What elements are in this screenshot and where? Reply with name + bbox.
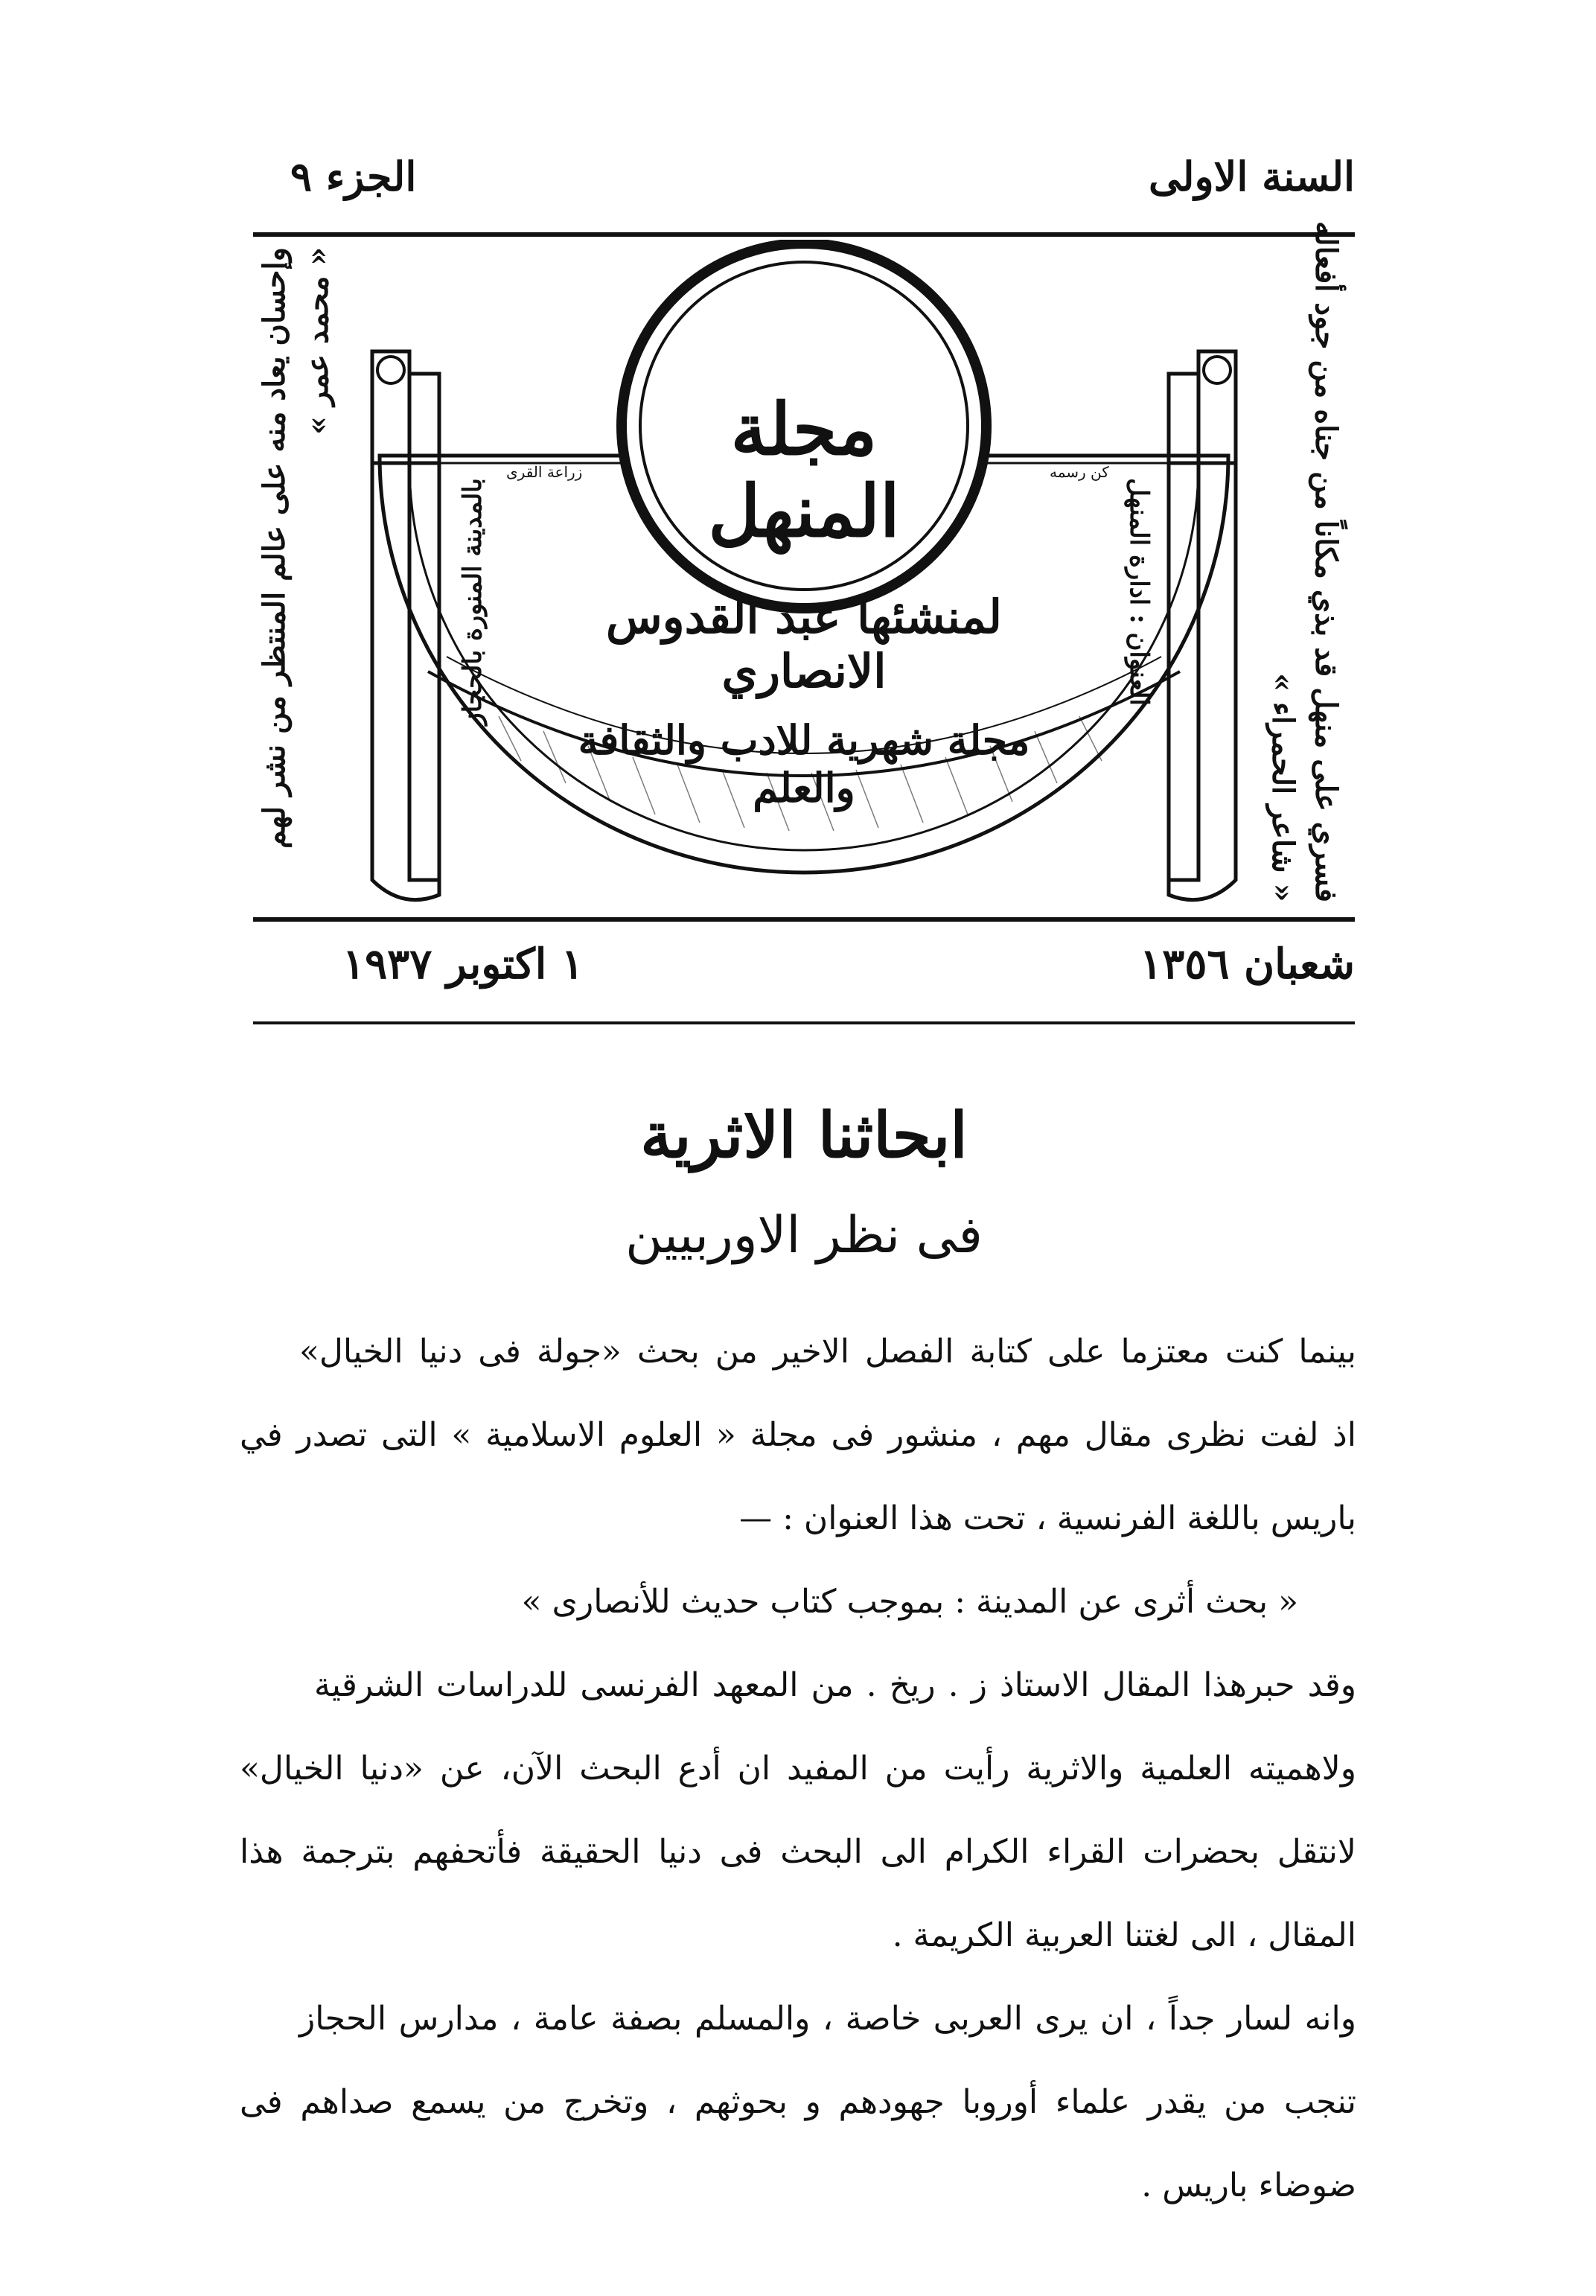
body-line-quote: « بحث أثرى عن المدينة : بموجب كتاب حديث للأنصارى »	[521, 1583, 1298, 1621]
body-line: بينما كنت معتزما على كتابة الفصل الاخير من بحث «جولة فى دنيا الخيال»	[299, 1333, 1356, 1371]
article-subtitle: فى نظر الاوربيين	[625, 1206, 983, 1265]
ribbon-label-right: كن رسمه	[1050, 463, 1109, 481]
ribbon-right-text: العنوان : ادارة المنهل	[1124, 478, 1154, 706]
masthead-rule	[253, 917, 1355, 922]
body-line: تنجب من يقدر علماء أوروبا جهودهم و بحوثهم ، وتخرج من يسمع صداهم فى	[240, 2083, 1356, 2121]
date-rule	[253, 1021, 1355, 1024]
hijri-date: شعبان ١٣٥٦	[1140, 940, 1355, 989]
year-label: السنة الاولى	[1148, 153, 1355, 200]
right-verse-line: فسري على منهل قد بذي مكاناً من جناه من جود أفعاله	[1309, 221, 1344, 902]
body-line: اذ لفت نظرى مقال مهم ، منشور فى مجلة « العلوم الاسلامية » التى تصدر في	[240, 1416, 1356, 1454]
left-verse-line: وإحسان يعاد منه على عالم المنتظر من نشر لهم	[257, 247, 292, 849]
body-line: لانتقل بحضرات القراء الكرام الى البحث فى دنيا الحقيقة فأتحفهم بترجمة هذا	[240, 1833, 1356, 1871]
part-label: الجزء ٩	[290, 153, 417, 200]
right-verse-attribution: « شاعر الحمراء »	[1265, 673, 1300, 902]
body-line: ضوضاء باريس .	[1141, 2166, 1356, 2204]
body-line: وانه لسار جداً ، ان يرى العربى خاصة ، والمسلم بصفة عامة ، مدارس الحجاز	[299, 2000, 1356, 2038]
body-line: ولاهميته العلمية والاثرية رأيت من المفيد ان أدع البحث الآن، عن «دنيا الخيال»	[240, 1750, 1356, 1788]
body-line: المقال ، الى لغتنا العربية الكريمة .	[892, 1916, 1356, 1954]
body-line: وقد حبرهذا المقال الاستاذ ز . ريخ . من المعهد الفرنسى للدراسات الشرقية	[314, 1666, 1356, 1704]
gregorian-date: ١ اكتوبر ١٩٣٧	[342, 940, 584, 989]
date-line	[253, 940, 1355, 1007]
owner-line: لمنشئها عبد القدوس الانصاري	[606, 590, 1002, 698]
left-verse-attribution: « محمد عمر »	[300, 247, 335, 436]
ribbon-left-text: بالمدينة المنورة بالحجاز	[458, 478, 488, 725]
right-verse	[1261, 221, 1347, 902]
masthead	[253, 221, 1355, 913]
magazine-subtitle: مجلة شهرية للادب والثقافة والعلم	[578, 716, 1030, 811]
magazine-title: مجلة المنهل	[708, 387, 900, 553]
running-header	[253, 153, 1355, 220]
article-title: ابحاثنا الاثرية	[640, 1098, 968, 1172]
masthead-emblem	[253, 221, 1355, 913]
header-rule	[253, 232, 1355, 237]
ribbon-label-left: زراعة القرى	[506, 463, 583, 481]
body-line: باريس باللغة الفرنسية ، تحت هذا العنوان : —	[739, 1499, 1356, 1537]
left-verse	[253, 247, 339, 902]
